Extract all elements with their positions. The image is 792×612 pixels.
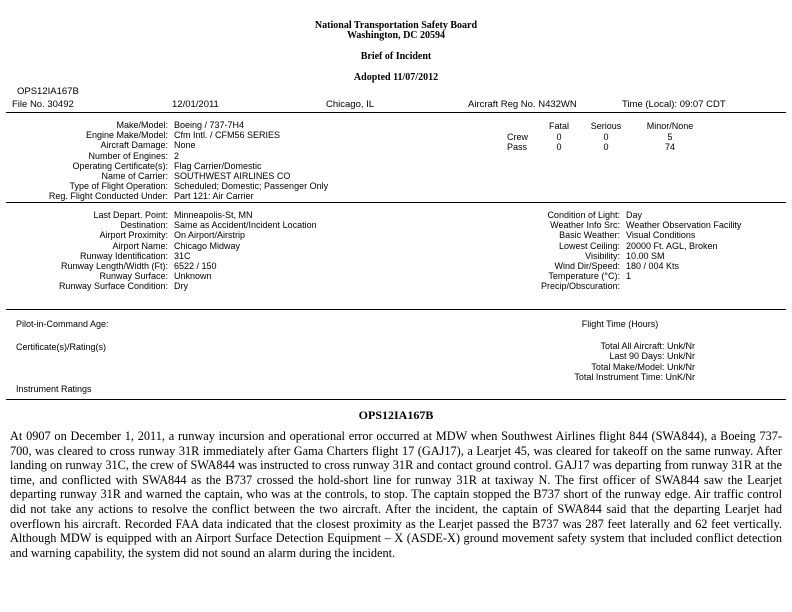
incident-date: 12/01/2011 (172, 99, 219, 110)
pilot-age-label: Pilot-in-Command Age: (16, 319, 109, 329)
injury-row-label: Pass (507, 142, 528, 153)
injury-value: 74 (664, 142, 675, 153)
field-value: Weather Observation Facility (626, 220, 742, 231)
field-value: Minneapolis-St, MN (174, 210, 253, 220)
flight-time-label: Total All Aircraft: (600, 341, 665, 351)
divider-rule (6, 399, 786, 400)
field-label: Make/Model: (116, 120, 168, 130)
field-label: Condition of Light: (547, 210, 620, 220)
weather-info-section (525, 210, 741, 292)
field-label: Runway Length/Width (Ft): (60, 261, 168, 272)
field-label: Name of Carrier: (101, 171, 168, 182)
flight-time-label: Total Make/Model: (591, 361, 665, 372)
field-value: On Airport/Airstrip (174, 230, 246, 241)
field-label: Airport Proximity: (99, 230, 168, 241)
field-value: Boeing / 737-7H4 (174, 120, 245, 130)
injury-value: 0 (603, 131, 609, 142)
report-id: OPS12IA167B (17, 86, 79, 97)
field-label: Engine Make/Model: (85, 130, 168, 141)
narrative-title: OPS12IA167B (358, 408, 434, 422)
document-type: Brief of Incident (360, 51, 432, 62)
divider-rule (6, 309, 786, 310)
injury-value: 0 (556, 142, 562, 153)
field-label: Destination: (120, 220, 168, 231)
incident-location: Chicago, IL (326, 99, 375, 110)
field-value: Cfm Intl. / CFM56 SERIES (174, 130, 281, 141)
injury-col-fatal: Fatal (548, 121, 569, 131)
field-value: Visual Conditions (626, 230, 696, 241)
injury-value: 5 (667, 131, 673, 142)
flight-time-label: Last 90 Days: (609, 351, 665, 362)
aircraft-info-section (8, 120, 328, 202)
field-value: SOUTHWEST AIRLINES CO (174, 171, 291, 182)
field-value: 10.00 SM (626, 250, 665, 261)
flight-time-line (420, 351, 695, 361)
field-value: 1 (626, 271, 632, 282)
field-label: Basic Weather: (559, 230, 620, 241)
flight-time-value: Unk/Nr (666, 351, 695, 362)
field-label: Airport Name: (112, 240, 168, 251)
flight-time-block (420, 341, 695, 383)
field-value (626, 281, 741, 291)
flight-info-section (8, 210, 317, 292)
flight-time-line (420, 372, 695, 382)
field-value: Unknown (174, 271, 212, 282)
field-value: 2 (174, 150, 180, 161)
field-value: Scheduled; Domestic; Passenger Only (174, 181, 329, 192)
field-value: Part 121: Air Carrier (174, 191, 254, 202)
field-value: 6522 / 150 (174, 261, 217, 272)
flight-time-value: Unk/Nr (666, 341, 695, 351)
field-label: Runway Surface Condition: (58, 281, 168, 292)
file-number: File No. 30492 (12, 99, 74, 110)
field-label: Runway Identification: (79, 250, 168, 261)
flight-time-line (420, 362, 695, 372)
field-label: Precip/Obscuration: (540, 281, 620, 292)
org-name: National Transportation Safety Board (314, 20, 478, 31)
field-value: None (174, 140, 196, 151)
field-value: 180 / 004 Kts (626, 261, 680, 272)
field-value: Day (626, 210, 643, 220)
flight-time-line (420, 341, 695, 351)
field-label: Reg. Flight Conducted Under: (48, 191, 168, 202)
pilot-instrument-label: Instrument Ratings (16, 384, 92, 394)
field-label: Visibility: (585, 250, 620, 261)
field-label: Last Depart. Point: (93, 210, 168, 220)
injury-corner-cell (503, 121, 537, 132)
field-label: Weather Info Src: (550, 220, 620, 231)
injury-row-label: Crew (507, 131, 529, 142)
injury-col-serious: Serious (590, 121, 622, 131)
field-label: Lowest Ceiling: (558, 240, 620, 251)
field-label: Number of Engines: (88, 150, 168, 161)
injury-value: 0 (603, 142, 609, 153)
narrative-body: At 0907 on December 1, 2011, a runway incursion and operational error occurred at MDW when Southwest Airlines flight 844 (SWA844), a Boeing 737-700, was cleared to cross runway 31R immediately after Gama Charters flight 17 (GAJ17), a Learjet 45, was cleared for takeoff on the same runway. After landing on runway 31C, the crew of SWA844 was instructed to cross runway 31R and contact ground control. GAJ17 was departing from runway 31R at the time, and conflicted with SWA844 as the B737 crossed the hold-short line for runway 31R at taxiway N. The first officer of SWA844 saw the Learjet departing runway 31R and warned the captain, who was at the controls, to stop. The captain stopped the B737 short of the runway edge. Air traffic control did not take any actions to resolve the conflict between the two aircraft. After the incident, the captain of SWA844 said that the departing Learjet had overflown his aircraft. Recorded FAA data indicated that the closest proximity as the Learjet passed the B737 was 287 feet laterally and 62 feet vertically. Although MDW is equipped with an Airport Surface Detection Equipment – X (ASDE-X) ground movement safety system that included conflict detection and warning capability, the system did not sound an alarm during the incident. (10, 429, 782, 560)
pilot-certificates-label: Certificate(s)/Rating(s) (16, 342, 107, 352)
flight-time-label: Total Instrument Time: (574, 372, 663, 383)
field-label: Type of Flight Operation: (69, 181, 168, 192)
divider-rule (6, 202, 786, 203)
injury-col-minor: Minor/None (646, 121, 694, 131)
field-value: Flag Carrier/Domestic (174, 160, 262, 171)
field-value: Same as Accident/Incident Location (174, 220, 317, 231)
flight-time-title: Flight Time (Hours) (581, 319, 659, 329)
injury-value: 0 (556, 131, 562, 142)
aircraft-registration: Aircraft Reg No. N432WN (468, 99, 577, 110)
field-value: Dry (174, 281, 188, 292)
flight-time-value: UnK/Nr (665, 372, 695, 383)
local-time: Time (Local): 09:07 CDT (622, 99, 726, 110)
injury-table (503, 121, 709, 153)
org-address: Washington, DC 20594 (346, 30, 446, 41)
field-label: Wind Dir/Speed: (554, 261, 620, 272)
field-label: Operating Certificate(s): (72, 160, 168, 171)
divider-rule (6, 112, 786, 113)
field-value: 31C (174, 250, 191, 261)
field-label: Aircraft Damage: (100, 140, 168, 151)
adopted-date: Adopted 11/07/2012 (353, 72, 439, 83)
field-value: Chicago Midway (174, 240, 241, 251)
flight-time-value: Unk/Nr (666, 361, 695, 372)
field-value: 20000 Ft. AGL, Broken (626, 240, 718, 251)
field-label: Runway Surface: (99, 271, 168, 282)
field-label: Temperature (°C): (548, 271, 620, 282)
